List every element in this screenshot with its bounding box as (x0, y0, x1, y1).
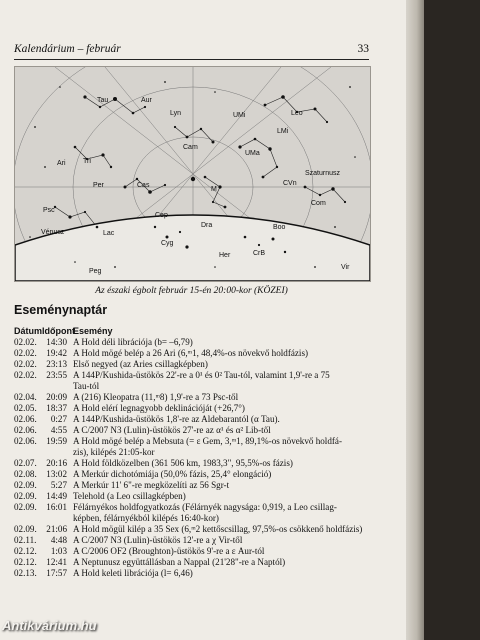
map-label: M (211, 186, 217, 193)
map-label: Psc (43, 207, 55, 214)
map-label: Cam (183, 144, 198, 151)
table-row (14, 469, 370, 480)
cell-date: 02.09. (14, 491, 37, 501)
cell-date: 02.02. (14, 348, 37, 358)
table-row (14, 535, 370, 546)
cell-event: A Merkúr dichotómiája (50,0% fázis, 25,4° elongáció) (73, 469, 272, 479)
cell-event: A Hold keleti librációja (l= 6,46) (73, 568, 193, 578)
map-label: Her (219, 252, 231, 259)
cell-date: 02.11. (14, 535, 37, 545)
table-body (14, 337, 370, 579)
cell-date (14, 513, 42, 524)
cell-time: 20:16 (46, 458, 67, 468)
table-row (14, 502, 370, 513)
map-label: UMi (233, 112, 246, 119)
cell-event: A Hold mögé belép a 26 Ari (6,ᵐ1, 48,4%-os növekvő holdfázis) (73, 348, 309, 358)
cell-event: A Hold földközelben (361 506 km, 1983,3", 95,5%-os fázis) (73, 458, 293, 468)
cell-time: 18:37 (46, 403, 67, 413)
table-header-row (14, 326, 370, 337)
table-row (14, 425, 370, 436)
map-label: Vir (341, 264, 350, 271)
event-table (14, 326, 370, 579)
table-row (14, 480, 370, 491)
map-label: Ari (57, 160, 66, 167)
cell-event: Telehold (a Leo csillagképben) (73, 491, 186, 501)
map-label: Boo (273, 224, 286, 231)
cell-date: 02.12. (14, 557, 37, 567)
column-header-time: Időpont (42, 326, 75, 336)
cell-date: 02.09. (14, 480, 37, 490)
cell-time (42, 447, 73, 458)
cell-time: 14:49 (46, 491, 67, 501)
table-row (14, 403, 370, 414)
section-title: Eseménynaptár (14, 303, 108, 317)
map-label: Aur (141, 97, 152, 104)
table-row (14, 414, 370, 425)
cell-event: A Neptunusz együttállásban a Nappal (21'28"-re a Naptól) (73, 557, 286, 567)
map-label: CVn (283, 180, 297, 187)
table-row (14, 568, 370, 579)
table-row (14, 392, 370, 403)
cell-time (42, 381, 73, 392)
map-label: Tri (83, 158, 91, 165)
table-row (14, 458, 370, 469)
cell-time: 5:27 (50, 480, 67, 490)
cell-date: 02.04. (14, 392, 37, 402)
cell-event: Félárnyékos holdfogyatkozás (Félárnyék nagysága: 0,919, a Leo csillag- (73, 502, 337, 512)
map-label: LMi (277, 128, 289, 135)
table-row (14, 381, 370, 392)
table-row (14, 557, 370, 568)
table-row (14, 436, 370, 447)
cell-event: A Hold mögül kilép a 35 Sex (6,ᵐ2 kettőscsillag, 97,5%-os csökkenő holdfázis) (73, 524, 363, 534)
cell-time: 1:03 (50, 546, 67, 556)
map-label: Lac (103, 230, 115, 237)
cell-event: Első negyed (az Aries csillagképben) (73, 359, 208, 369)
map-label: Leo (291, 110, 303, 117)
cell-event: A C/2006 OF2 (Broughton)-üstökös 9'-re a ε Aur-tól (73, 546, 265, 556)
cell-time: 23:13 (46, 359, 67, 369)
cell-time: 4:48 (50, 535, 67, 545)
table-row (14, 524, 370, 535)
cell-event: A 144P/Kushida-üstökös 22'-re a 0¹ és 0² Tau-tól, valamint 1,9'-re a 75 (73, 370, 330, 380)
cell-event: A (216) Kleopatra (11,ᵐ8) 1,9'-re a 73 Psc-től (73, 392, 239, 402)
map-label: Dra (201, 222, 213, 229)
map-label: Per (93, 182, 104, 189)
cell-date: 02.12. (14, 546, 37, 556)
cell-event: képben, félárnyékból kilépés 16:40-kor) (73, 513, 219, 523)
cell-event: A Hold elérí legnagyobb deklinációját (+26,7°) (73, 403, 245, 413)
cell-event: A Merkúr 11' 6"-re megközelíti az 56 Sgr-t (73, 480, 230, 490)
cell-date (14, 447, 42, 458)
map-label: Lyn (170, 110, 182, 117)
cell-date: 02.07. (14, 458, 37, 468)
map-label: Peg (89, 268, 102, 275)
cell-date: 02.08. (14, 469, 37, 479)
map-label: Tau (97, 97, 109, 104)
table-row (14, 348, 370, 359)
cell-time: 20:09 (46, 392, 67, 402)
table-row (14, 337, 370, 348)
star-map-graphic (15, 67, 370, 281)
cell-date: 02.09. (14, 502, 37, 512)
cell-event: A C/2007 N3 (Lulin)-üstökös 27'-re az α¹ és α² Lib-től (73, 425, 271, 435)
cell-date: 02.02. (14, 370, 37, 380)
cell-time: 4:55 (50, 425, 67, 435)
map-label: CrB (253, 250, 266, 257)
star-map (14, 66, 371, 282)
cell-time: 21:06 (46, 524, 67, 534)
cell-time: 17:57 (46, 568, 67, 578)
cell-date: 02.02. (14, 337, 37, 347)
cell-date: 02.06. (14, 414, 37, 424)
cell-event: A 144P/Kushida-üstökös 1,8'-re az Aldebarantól (α Tau). (73, 414, 280, 424)
cell-date: 02.06. (14, 436, 37, 446)
cell-event: A C/2007 N3 (Lulin)-üstökös 12'-re a χ Vir-től (73, 535, 243, 545)
cell-time: 23:55 (46, 370, 67, 380)
map-label: Cep (155, 212, 168, 219)
cell-date: 02.13. (14, 568, 37, 578)
table-row (14, 359, 370, 370)
cell-event: A Hold déli librációja (b= –6,79) (73, 337, 193, 347)
table-row (14, 513, 370, 524)
header-title: Kalendárium – február (14, 43, 121, 55)
map-label: Szaturnusz (305, 170, 341, 177)
cell-time: 14:30 (46, 337, 67, 347)
map-label: UMa (245, 150, 260, 157)
cell-time: 13:02 (46, 469, 67, 479)
page-edge (406, 0, 424, 640)
cell-time: 16:01 (46, 502, 67, 512)
cell-date: 02.05. (14, 403, 37, 413)
cell-time: 19:59 (46, 436, 67, 446)
column-header-date: Dátum (14, 326, 43, 336)
column-header-event: Esemény (73, 326, 113, 336)
cell-event: A Hold mögé belép a Mebsuta (= ε Gem, 3,ᵐ1, 89,1%-os növekvő holdfá- (73, 436, 342, 446)
map-label: Vénusz (41, 229, 65, 236)
watermark: Antikvárium.hu (2, 618, 97, 633)
star-map-caption: Az északi égbolt február 15-én 20:00-kor (KÖZEI) (95, 286, 288, 296)
cell-date (14, 381, 42, 392)
map-label: Cyg (161, 240, 174, 247)
cell-event: Tau-tól (73, 381, 100, 391)
running-header (14, 43, 369, 60)
cell-date: 02.06. (14, 425, 37, 435)
cell-time: 19:42 (46, 348, 67, 358)
cell-date: 02.09. (14, 524, 37, 534)
cell-time: 0:27 (50, 414, 67, 424)
cell-time: 12:41 (46, 557, 67, 567)
table-row (14, 370, 370, 381)
page-number: 33 (357, 43, 369, 55)
cell-time (42, 513, 73, 524)
table-row (14, 491, 370, 502)
map-label: Cas (137, 182, 150, 189)
table-row (14, 447, 370, 458)
map-label: Com (311, 200, 326, 207)
cell-date: 02.02. (14, 359, 37, 369)
table-row (14, 546, 370, 557)
cell-event: zis), kilépés 21:05-kor (73, 447, 155, 457)
